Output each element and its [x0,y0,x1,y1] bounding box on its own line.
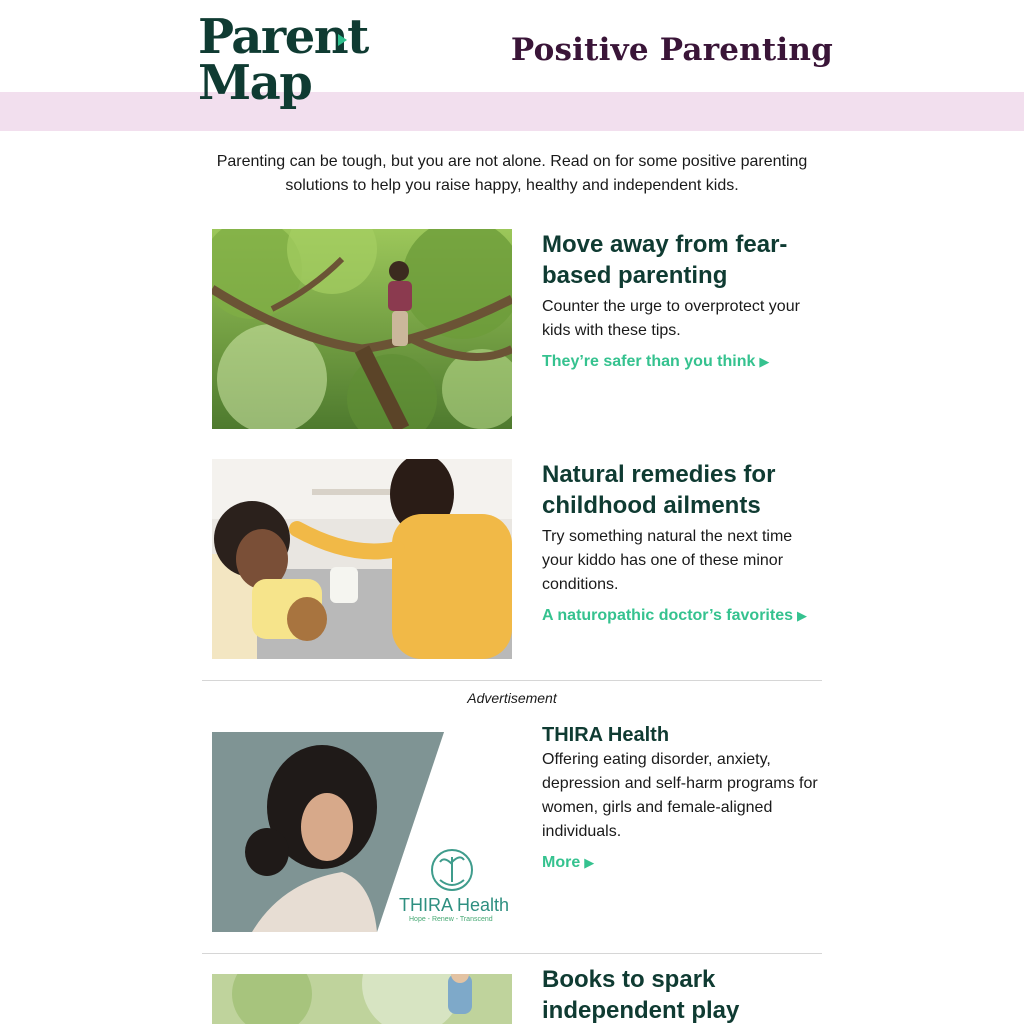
article-text [542,964,824,1024]
ad-card [212,722,824,932]
article-card [212,459,824,659]
divider [202,953,822,954]
section-title: Positive Parenting [510,32,833,68]
ad-title[interactable]: THIRA Health [542,724,670,746]
advertisement-label: Advertisement [467,690,557,706]
article-link[interactable] [542,353,769,371]
divider [202,680,822,681]
article-link[interactable] [542,607,807,625]
article-text [542,459,824,625]
article-text [542,229,824,371]
play-arrow-icon: ▶ [584,855,595,870]
article-image-sick-child[interactable] [212,459,512,659]
header-band [0,92,1024,131]
ad-image-thira[interactable] [212,732,512,932]
logo-line-1: Parent [198,9,368,65]
article-image-independent-play[interactable] [212,974,512,1024]
article-title[interactable]: Move away from fear-based parenting [542,231,788,289]
article-card [212,964,824,1024]
article-description: Counter the urge to overprotect your kids with these tips. [542,298,800,339]
article-link-label: They’re safer than you think [542,353,756,370]
ad-text [542,722,824,872]
article-image-tree-climbing[interactable] [212,229,512,429]
article-title[interactable]: Books to spark independent play [542,966,740,1024]
article-link-label: A naturopathic doctor’s favorites [542,607,793,624]
intro-text: Parenting can be tough, but you are not alone. Read on for some positive parenting solutions to help you raise happy, healthy and independent kids. [216,153,808,194]
article-card [212,229,824,429]
ad-more-label: More [542,854,581,871]
play-arrow-icon: ▶ [759,354,770,369]
parentmap-logo[interactable] [198,9,368,111]
ad-description: Offering eating disorder, anxiety, depression and self-harm programs for women, girls and female-aligned individuals. [542,751,818,840]
logo-line-2: Map [198,55,312,111]
article-title[interactable]: Natural remedies for childhood ailments [542,461,776,519]
article-description: Try something natural the next time your kiddo has one of these minor conditions. [542,528,793,593]
play-arrow-icon: ▶ [797,608,807,623]
logo-play-icon [338,34,347,46]
ad-more-link[interactable] [542,854,594,872]
ad-logo-tagline: Hope - Renew - Transcend [409,916,493,923]
ad-logo-name: THIRA Health [399,895,510,915]
